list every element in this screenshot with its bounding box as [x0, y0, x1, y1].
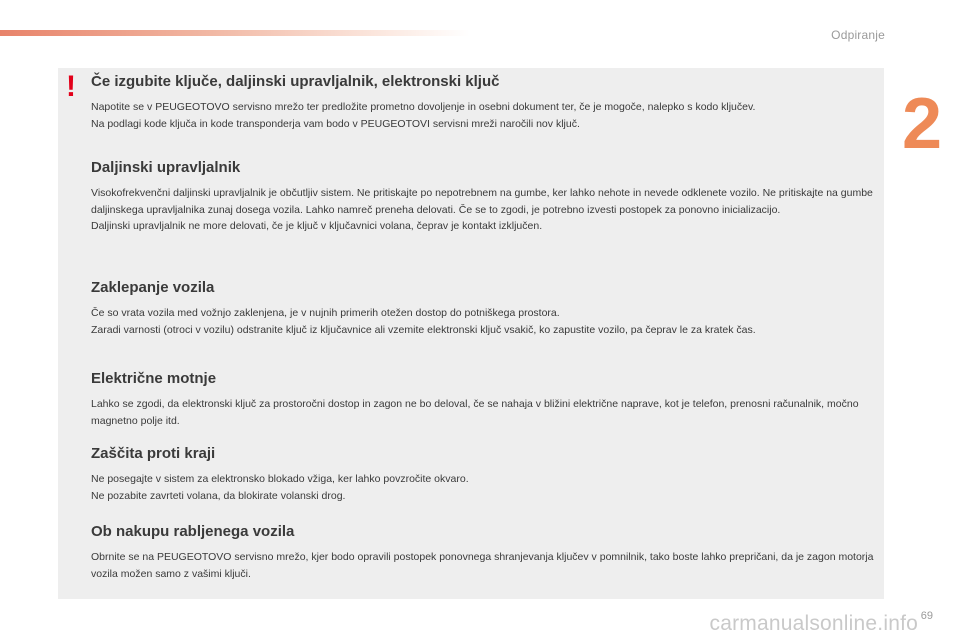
section-used-vehicle: [91, 523, 881, 582]
section-paragraph: Zaradi varnosti (otroci v vozilu) odstranite ključ iz ključavnice ali vzemite elektronski ključ vsakič, ko zapustite vozilo, pa čeprav le za kratek čas.: [91, 323, 756, 336]
header-accent-bar: [0, 30, 470, 36]
section-paragraph: Napotite se v PEUGEOTOVO servisno mrežo ter predložite prometno dovoljenje in osebni dokument ter, če je mogoče, nalepko s kodo ključev.: [91, 101, 756, 113]
section-vehicle-locking: [91, 279, 881, 338]
section-title: Če izgubite ključe, daljinski upravljalnik, elektronski ključ: [91, 73, 500, 90]
watermark: carmanualsonline.info: [709, 612, 918, 635]
section-paragraph: Ne pozabite zavrteti volana, da blokirate volanski drog.: [91, 489, 346, 502]
section-title: Zaščita proti kraji: [91, 445, 216, 462]
section-paragraph: Daljinski upravljalnik ne more delovati, če je ključ v ključavnici volana, čeprav je kontakt izključen.: [91, 220, 543, 232]
section-paragraph: Če so vrata vozila med vožnjo zaklenjena, je v nujnih primerih otežen dostop do potniškega prostora.: [91, 307, 560, 319]
section-paragraph: Obrnite se na PEUGEOTOVO servisno mrežo, kjer bodo opravili postopek ponovnega shranjevanja ključev v pomnilnik, tako boste lahko prepričani, da je zagon motorja vozila možen samo z vašimi ključi.: [91, 551, 874, 580]
warning-icon: !: [66, 70, 76, 103]
section-title: Zaklepanje vozila: [91, 279, 215, 296]
chapter-number: 2: [902, 84, 943, 164]
section-anti-theft: [91, 445, 881, 504]
section-paragraph: Lahko se zgodi, da elektronski ključ za prostoročni dostop in zagon ne bo deloval, če se nahaja v bližini električne naprave, kot je telefon, prenosni računalnik, močno magnetno polje itd.: [91, 398, 859, 427]
section-paragraph: Ne posegajte v sistem za elektronsko blokado vžiga, ker lahko povzročite okvaro.: [91, 473, 469, 485]
section-title: Daljinski upravljalnik: [91, 159, 241, 176]
section-title: Električne motnje: [91, 370, 217, 387]
page-number: 69: [920, 610, 933, 622]
section-electrical-interference: [91, 370, 881, 429]
section-lost-keys: [91, 73, 881, 132]
section-paragraph: Visokofrekvenčni daljinski upravljalnik je občutljiv sistem. Ne pritiskajte po nepotrebnem na gumbe, ker lahko nehote in nevede odklenete vozilo. Ne pritiskajte na gumbe daljinskega upravljalnika zunaj dosega vozila. Lahko namreč preneha delovati. Če se to zgodi, je potrebno izvesti postopek za ponovno inicializacijo.: [91, 187, 873, 216]
section-paragraph: Na podlagi kode ključa in kode transponderja vam bodo v PEUGEOTOVI servisni mreži naročili nov ključ.: [91, 117, 580, 130]
section-title: Ob nakupu rabljenega vozila: [91, 523, 295, 540]
section-remote-control: [91, 159, 881, 235]
chapter-title: Odpiranje: [831, 28, 885, 42]
